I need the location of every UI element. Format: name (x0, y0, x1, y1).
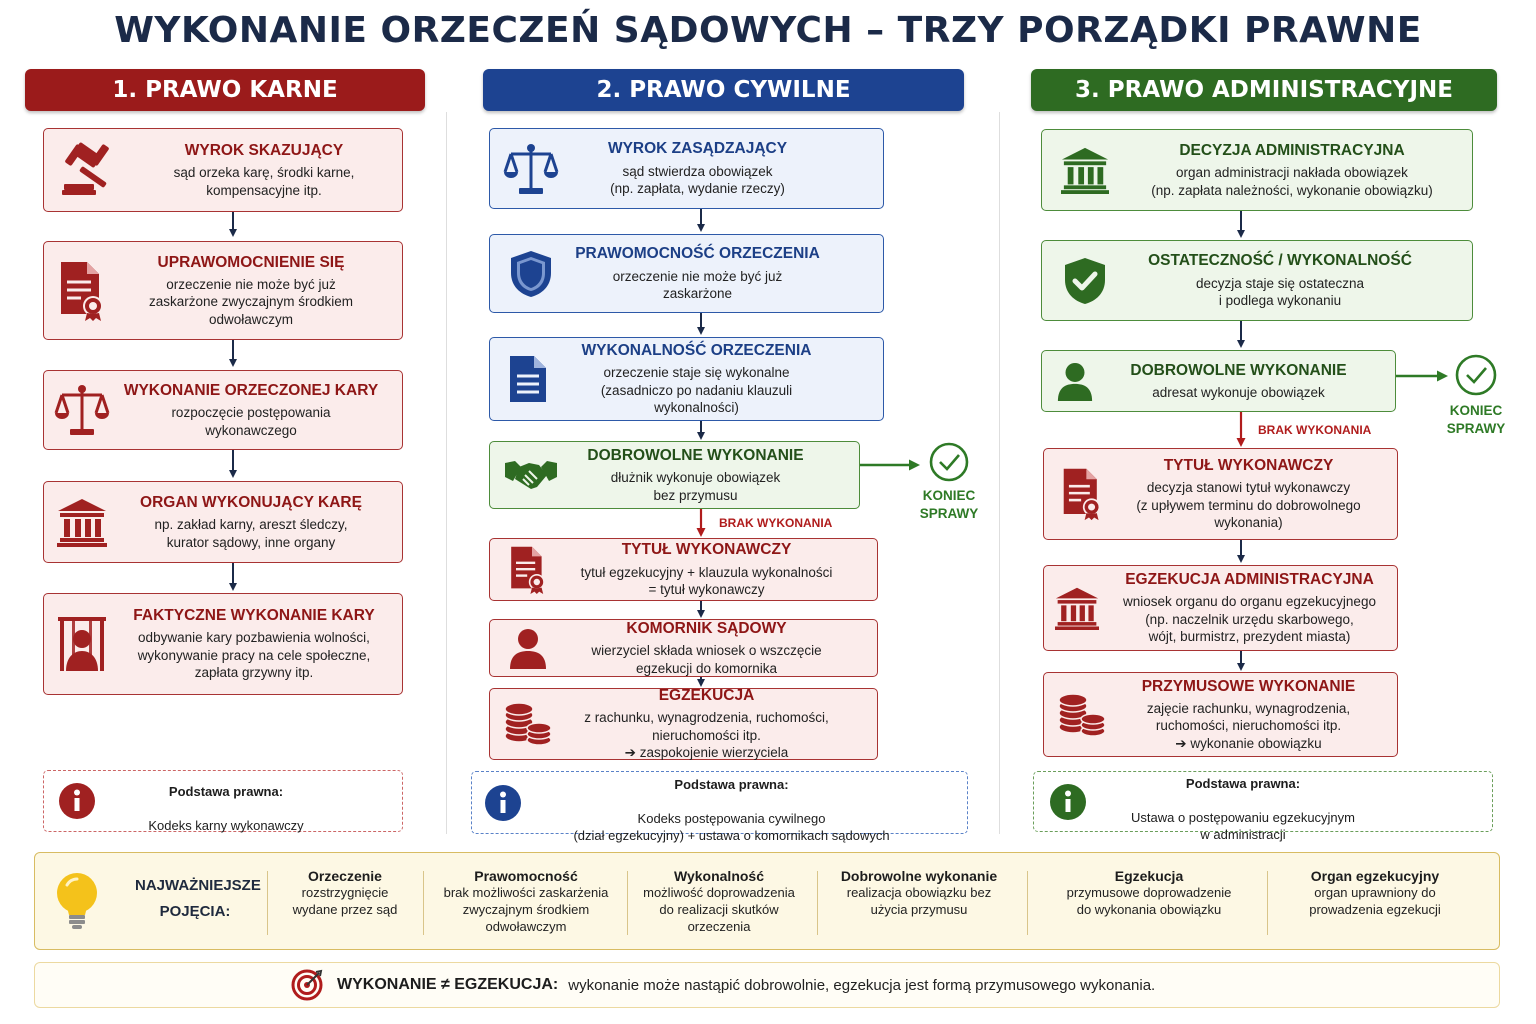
step-description: orzeczenie staje się wykonalne (zasadniczo po nadaniu klauzuli wykonalności) (600, 365, 793, 416)
concept-description: rozstrzygnięcie wydane przez sąd (292, 885, 398, 918)
step-title: TYTUŁ WYKONAWCZY (1163, 457, 1334, 475)
step-title: WYKONALNOŚĆ ORZECZENIA (581, 342, 812, 360)
step-title: DOBROWOLNE WYKONANIE (587, 446, 804, 464)
footer-text: wykonanie może nastąpić dobrowolnie, egzekucja jest formą przymusowego wykonania. (568, 976, 1156, 994)
document-seal-icon (490, 545, 566, 595)
shield-icon (490, 249, 572, 299)
concept-item (821, 867, 1017, 919)
legal-basis-label: Podstawa prawna: (1185, 776, 1301, 792)
legal-basis-label: Podstawa prawna: (168, 784, 284, 800)
end-of-case-label: KONIEC SPRAWY (1446, 403, 1506, 437)
step-box (43, 241, 403, 340)
step-box (43, 593, 403, 695)
key-concepts-panel (34, 852, 1500, 950)
coins-icon (1044, 693, 1120, 737)
step-box (489, 234, 884, 313)
info-icon (44, 782, 110, 820)
step-title: WYKONANIE ORZECZONEJ KARY (123, 381, 379, 399)
concept-title: Prawomocność (474, 868, 578, 884)
legal-basis-text: Kodeks karny wykonawczy (148, 817, 304, 833)
no-execution-label: BRAK WYKONANIA (1258, 423, 1372, 437)
step-box (1041, 129, 1473, 211)
step-box (1043, 672, 1398, 757)
concept-item (1279, 867, 1471, 919)
page-title: WYKONANIE ORZECZEŃ SĄDOWYCH – TRZY PORZĄDKI PRAWNE (114, 10, 1422, 51)
step-title: DOBROWOLNE WYKONANIE (1130, 361, 1347, 379)
no-execution-label: BRAK WYKONANIA (719, 516, 833, 530)
shield-check-icon (1042, 256, 1128, 306)
concept-item (275, 867, 415, 919)
concept-title: Wykonalność (674, 868, 764, 884)
concept-description: organ uprawniony do prowadzenia egzekucji (1309, 885, 1441, 918)
concept-description: realizacja obowiązku bez użycia przymusu (846, 885, 992, 918)
step-title: UPRAWOMOCNIENIE SIĘ (157, 253, 345, 271)
step-box (43, 128, 403, 212)
scales-icon (44, 383, 120, 437)
step-description: sąd stwierdza obowiązek (np. zapłata, wydanie rzeczy) (610, 163, 785, 197)
document-icon (490, 354, 566, 404)
coins-icon (490, 702, 566, 746)
column-divider (446, 112, 447, 834)
person-icon (490, 627, 566, 669)
step-description: rozpoczęcie postępowania wykonawczego (171, 405, 331, 438)
concept-title: Dobrowolne wykonanie (840, 868, 998, 884)
step-box (1043, 565, 1398, 651)
building-icon (44, 497, 120, 547)
concept-item (427, 867, 625, 936)
scales-icon (490, 142, 572, 196)
step-box (489, 688, 878, 760)
step-title: ORGAN WYKONUJĄCY KARĘ (140, 493, 362, 511)
step-description: dłużnik wykonuje obowiązek bez przymusu (610, 470, 781, 503)
step-description: adresat wykonuje obowiązek (1152, 384, 1325, 400)
handshake-icon (490, 457, 572, 493)
lightbulb-icon (55, 871, 99, 936)
step-box (1041, 350, 1396, 412)
gavel-icon (44, 140, 140, 200)
step-title: PRAWOMOCNOŚĆ ORZECZENIA (575, 245, 820, 263)
key-concepts-heading: NAJWAŻNIEJSZE POJĘCIA: (135, 877, 261, 921)
concept-description: przymusowe doprowadzenie do wykonania obowiązku (1066, 885, 1232, 918)
step-description: organ administracji nakłada obowiązek (np. zapłata należności, wykonanie obowiązku) (1151, 165, 1433, 198)
step-box (489, 538, 878, 601)
step-title: TYTUŁ WYKONAWCZY (621, 541, 792, 559)
step-description: zajęcie rachunku, wynagrodzenia, ruchomości, nieruchomości itp. ➔ wykonanie obowiązku (1146, 700, 1351, 751)
concept-description: możliwość doprowadzenia do realizacji skutków orzeczenia (643, 885, 795, 934)
legal-basis-box (1033, 771, 1493, 842)
step-description: wniosek organu do organu egzekucyjnego (np. naczelnik urzędu skarbowego, wójt, burmistrz, prezydent miasta) (1123, 594, 1376, 645)
step-box (489, 619, 878, 677)
column-header-criminal: 1. PRAWO KARNE (25, 69, 425, 111)
step-description: sąd orzeka karę, środki karne, kompensacyjne itp. (173, 165, 355, 198)
column-divider (999, 112, 1000, 834)
step-description: odbywanie kary pozbawienia wolności, wykonywanie pracy na cele społeczne, zapłata grzywny itp. (137, 630, 371, 681)
info-icon (1034, 783, 1102, 821)
step-box (489, 337, 884, 421)
step-description: tytuł egzekucyjny + klauzula wykonalności = tytuł wykonawczy (580, 564, 833, 598)
step-description: decyzja stanowi tytuł wykonawczy (z upływem terminu do dobrowolnego wykonania) (1136, 480, 1361, 531)
step-title: PRZYMUSOWE WYKONANIE (1141, 677, 1356, 695)
concept-item (1045, 867, 1253, 919)
legal-basis-text: Ustawa o postępowaniu egzekucyjnym w administracji (1130, 809, 1355, 842)
legal-basis-box (471, 771, 968, 843)
document-seal-icon (1044, 467, 1120, 521)
step-title: EGZEKUCJA (658, 687, 755, 705)
legal-basis-label: Podstawa prawna: (674, 777, 789, 793)
column-header-civil: 2. PRAWO CYWILNE (483, 69, 964, 111)
step-title: WYROK SKAZUJĄCY (184, 141, 344, 159)
legal-basis-box (43, 770, 403, 832)
step-title: OSTATECZNOŚĆ / WYKONALNOŚĆ (1148, 252, 1412, 270)
concept-description: brak możliwości zaskarżenia zwyczajnym środkiem odwoławczym (443, 885, 609, 934)
footer-label: WYKONANIE ≠ EGZEKUCJA: (337, 976, 559, 993)
prisoner-icon (44, 615, 120, 673)
concept-title: Organ egzekucyjny (1310, 868, 1440, 884)
step-description: wierzyciel składa wniosek o wszczęcie egzekucji do komornika (591, 643, 822, 676)
step-description: orzeczenie nie może być już zaskarżone (612, 268, 783, 302)
step-description: decyzja staje się ostateczna i podlega wykonaniu (1195, 275, 1365, 309)
step-description: orzeczenie nie może być już zaskarżone zwyczajnym środkiem odwoławczym (148, 276, 354, 327)
concept-title: Orzeczenie (308, 868, 382, 884)
column-header-administrative: 3. PRAWO ADMINISTRACYJNE (1031, 69, 1497, 111)
step-title: DECYZJA ADMINISTRACYJNA (1179, 141, 1405, 159)
step-box (1043, 448, 1398, 540)
document-seal-icon (44, 260, 120, 322)
step-title: EGZEKUCJA ADMINISTRACYJNA (1125, 571, 1374, 589)
target-icon (291, 969, 323, 1001)
step-box (489, 441, 860, 509)
info-icon (472, 784, 534, 822)
summary-footer (34, 962, 1500, 1008)
concept-title: Egzekucja (1114, 868, 1184, 884)
step-box (1041, 240, 1473, 321)
building-icon (1044, 586, 1110, 630)
step-title: FAKTYCZNE WYKONANIE KARY (133, 607, 375, 625)
person-icon (1042, 361, 1108, 401)
end-of-case-label: KONIEC SPRAWY (919, 488, 979, 522)
step-description: z rachunku, wynagrodzenia, ruchomości, nieruchomości itp. ➔ zaspokojenie wierzyciela (584, 710, 829, 761)
step-box (43, 370, 403, 450)
step-description: np. zakład karny, areszt śledczy, kurator sądowy, inne organy (154, 517, 348, 550)
step-title: WYROK ZASĄDZAJĄCY (607, 140, 788, 158)
step-title: KOMORNIK SĄDOWY (626, 619, 787, 637)
legal-basis-text: Kodeks postępowania cywilnego (dział egzekucyjny) + ustawa o komornikach sądowych (573, 810, 890, 843)
concept-item (631, 867, 807, 936)
building-icon (1042, 146, 1128, 194)
step-box (43, 481, 403, 563)
step-box (489, 128, 884, 209)
